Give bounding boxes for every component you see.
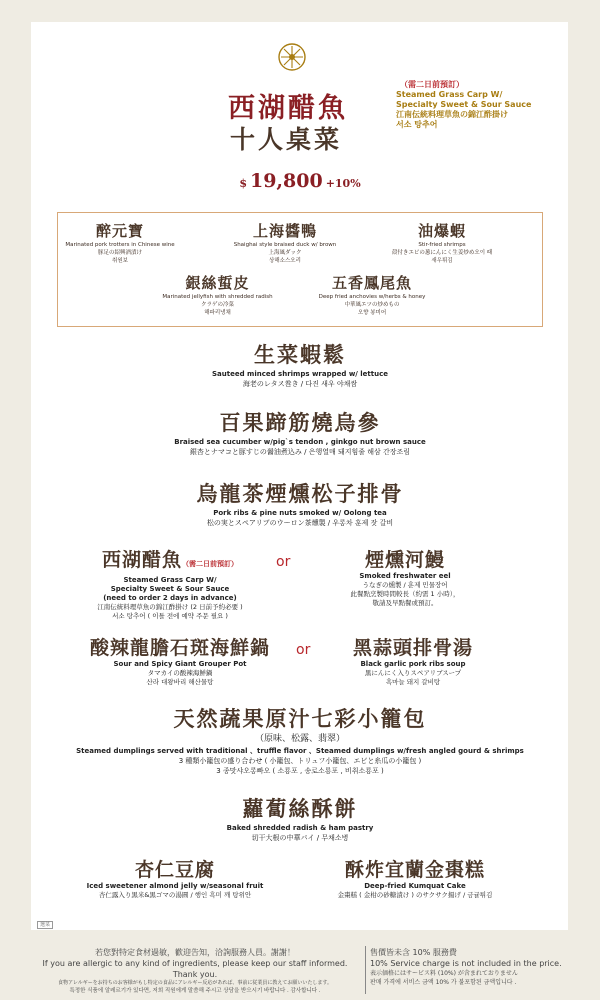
price-currency: $ <box>239 177 247 190</box>
side-english-2: Specialty Sweet & Sour Sauce <box>396 100 532 109</box>
service-charge-notice <box>370 947 570 987</box>
menu-title-line2: 十人桌菜 <box>230 125 343 154</box>
menu-title-line1: 西湖醋魚 <box>228 93 348 124</box>
emblem-icon <box>277 42 307 72</box>
dish-jp-kr: 海老のレタス巻き / 다진 새우 야채쌈 <box>242 380 358 388</box>
dish-japanese: タマカイの酸辣海鮮鍋 <box>147 669 213 677</box>
dish-english: Pork ribs & pine nuts smoked w/ Oolong tea <box>213 509 387 517</box>
cold-dish <box>60 220 180 265</box>
dish-japanese: 殻付きエビの葱にんにく生姜炒め오이 때 <box>391 250 493 256</box>
dish-name: 五香鳳尾魚 <box>331 274 412 292</box>
cooking-time-note-2: 敬請及早點餐或預訂。 <box>372 599 438 607</box>
dish-name: 煙燻河鰻 <box>364 549 445 571</box>
dish-dumplings <box>0 705 600 776</box>
dish-korean: 3 종맛샤오롱빠오 ( 소룡포 , 송로소룡포 , 비취소룡포 ) <box>216 767 384 775</box>
dish-lettuce-shrimp <box>0 341 600 389</box>
footer-divider <box>365 946 366 994</box>
dish-english: Sour and Spicy Giant Grouper Pot <box>113 660 247 668</box>
dish-japanese: 江南伝統料理草魚の錦江酢掛け (2 日前予約必要 ) <box>97 603 243 611</box>
dish-english: Iced sweetener almond jelly w/seasonal fruit <box>86 882 264 890</box>
or-label: or <box>276 554 291 570</box>
dish-korean: 서소 탕추어 ( 이틀 전에 예약 주문 필요 ) <box>112 612 228 620</box>
dish-name: 酥炸宜蘭金棗糕 <box>344 859 485 881</box>
dish-grouper-pot <box>80 636 280 687</box>
dish-jp-kr: 銀杏とナマコと豚すじの醤油煮込み / 은행열매 돼지힘줄 해삼 간장조림 <box>189 448 411 456</box>
service-japanese: 表示価格にはサービス料 (10%) が含まれておりません <box>370 970 518 977</box>
dish-name: 黑蒜頭排骨湯 <box>352 637 473 659</box>
dish-english: Deep fried anchovies w/herbs & honey <box>318 294 426 300</box>
price-amount: 19,800 <box>249 170 323 192</box>
allergy-japanese: 食物アレルギーをお持ちのお客様がもし特定の食品にアレルギー反応があれば、事前に従業員に教えてお願いいたします。 <box>58 980 332 986</box>
dish-japanese: 3 種類小籠包の盛り合わせ ( 小籠包、トリュフ小籠包、エビと糸瓜の小籠包 ) <box>178 757 422 765</box>
dish-name: 烏龍茶煙燻松子排骨 <box>196 481 404 506</box>
dish-korean: 산라 대왕바리 해산물탕 <box>146 678 214 686</box>
dish-smoked-eel <box>325 548 485 608</box>
or-label: or <box>296 642 311 658</box>
dish-english: Marinated jellyfish with shredded radish <box>162 294 273 300</box>
cold-dish <box>372 220 512 265</box>
dish-english: Braised sea cucumber w/pig`s tendon , ginkgo nut brown sauce <box>174 438 426 446</box>
cold-dish <box>302 272 442 317</box>
dish-name: 西湖醋魚 <box>101 549 182 571</box>
price-service: +10% <box>325 177 361 190</box>
menu-card <box>31 22 568 930</box>
dish-smoked-ribs <box>0 480 600 528</box>
dish-korean: 취원보 <box>112 258 128 264</box>
dish-jp-kr: 金棗糕 ( 金柑の砂糖漬け ) のサクサク揚げ / 금귤튀김 <box>337 891 493 899</box>
dish-sea-cucumber <box>0 409 600 457</box>
allergy-notice <box>30 947 360 995</box>
dish-korean: 새우튀김 <box>431 258 453 264</box>
dish-english: Steamed dumplings served with traditional 、truffle flavor 、Steamed dumplings w/fresh angled gourd & shrimps <box>76 747 524 755</box>
cold-dish <box>150 272 285 317</box>
dish-english-1: Steamed Grass Carp W/ <box>123 576 217 584</box>
dish-name: 上海醬鴨 <box>252 222 317 240</box>
dish-name: 蘿蔔絲酥餅 <box>242 796 358 821</box>
dish-jp-kr: 松の実とスペアリブのウーロン茶燻製 / 우롱차 훈제 잣 갈비 <box>206 519 394 527</box>
order-note: （需二日前預訂） <box>400 80 464 89</box>
dish-garlic-soup <box>328 636 498 687</box>
dish-english: Smoked freshwater eel <box>359 572 451 580</box>
dish-english: Black garlic pork ribs soup <box>360 660 466 668</box>
dish-name: 醉元寶 <box>95 222 144 240</box>
dish-name: 百果蹄筋燒烏參 <box>219 410 381 435</box>
dish-japanese: 上海風ダック <box>268 250 302 256</box>
dish-japanese: 黒にんにく入りスペアリブスープ <box>364 669 462 677</box>
dish-jp-kr: うなぎの燻製 / 훈제 민물장어 <box>362 581 448 589</box>
allergy-chinese: 若您對特定食材過敏，歡迎告知，洽詢服務人員。謝謝！ <box>95 948 295 957</box>
dish-flavors: （原味、松露、翡翠） <box>254 734 345 744</box>
price <box>0 170 600 192</box>
dish-korean: 오향 봉미어 <box>357 310 387 316</box>
dish-name: 生菜蝦鬆 <box>254 342 346 367</box>
order-note: （需二日前預訂） <box>182 559 238 568</box>
dish-jp-kr: 切干大根の中華パイ / 무채소병 <box>251 834 349 842</box>
dish-english-2: Specialty Sweet & Sour Sauce <box>110 585 230 593</box>
allergy-english: If you are allergic to any kind of ingredients, please keep our staff informed. Thank you. <box>42 959 348 979</box>
cold-dish <box>220 220 350 265</box>
dish-japanese: 豚足の紹興酒漬け <box>97 250 142 256</box>
dish-jp-kr: 杏仁露入り黒米&黒ゴマの湯圓 / 행인 흑미 깨 탕위안 <box>98 891 252 899</box>
cooking-time-note: 此餐點烹製時間較長（約需 1 小時）， <box>350 590 460 598</box>
dish-english: Sauteed minced shrimps wrapped w/ lettuce <box>211 370 388 378</box>
dish-english-3: (need to order 2 days in advance) <box>103 594 237 602</box>
dish-japanese: クラゲの冷菜 <box>200 302 234 308</box>
dish-kumquat-cake <box>300 858 530 900</box>
dish-name: 銀絲蜇皮 <box>185 274 250 292</box>
dish-name: 酸辣龍膽石斑海鮮鍋 <box>89 637 270 659</box>
dish-almond-jelly <box>60 858 290 900</box>
dish-name: 天然蔬果原汁七彩小籠包 <box>173 706 427 731</box>
side-korean: 서소 탕추어 <box>396 120 438 129</box>
service-english: 10% Service charge is not included in the price. <box>370 959 562 968</box>
dish-english: Deep-fried Kumquat Cake <box>364 882 466 890</box>
page-tag: 選菜 <box>37 921 53 929</box>
dish-korean: 상해소스오리 <box>269 258 301 264</box>
dish-japanese: 中華風エツの炒めもの <box>344 302 400 308</box>
dish-korean: 해파리냉채 <box>204 310 231 316</box>
dish-english: Marinated pork trotters in Chinese wine <box>65 242 175 248</box>
dish-english: Baked shredded radish & ham pastry <box>226 824 374 832</box>
dish-name: 杏仁豆腐 <box>134 859 215 881</box>
service-chinese: 售價皆未含 10% 服務費 <box>370 948 457 957</box>
dish-english: Shaighai style braised duck w/ brown <box>233 242 337 248</box>
dish-korean: 흑마늘 돼지 갈비탕 <box>385 678 441 686</box>
dish-name: 油爆蝦 <box>417 222 466 240</box>
side-note-block <box>396 80 531 130</box>
dish-radish-pastry <box>0 795 600 843</box>
allergy-korean: 특정한 식품에 알레르기가 있다면, 저희 직원에게 말씀해 주시고 상담을 받으시기 바랍니다 . 감사합니다 . <box>69 988 321 994</box>
dish-grass-carp <box>70 548 270 621</box>
service-korean: 판매 가격에 서비스 금액 10% 가 불포함된 금액입니다 . <box>370 979 517 986</box>
side-japanese: 江南伝統料理草魚の錦江酢掛け <box>396 110 508 119</box>
side-english-1: Steamed Grass Carp W/ <box>396 90 503 99</box>
dish-english: Stir-fried shrimps <box>418 242 466 248</box>
